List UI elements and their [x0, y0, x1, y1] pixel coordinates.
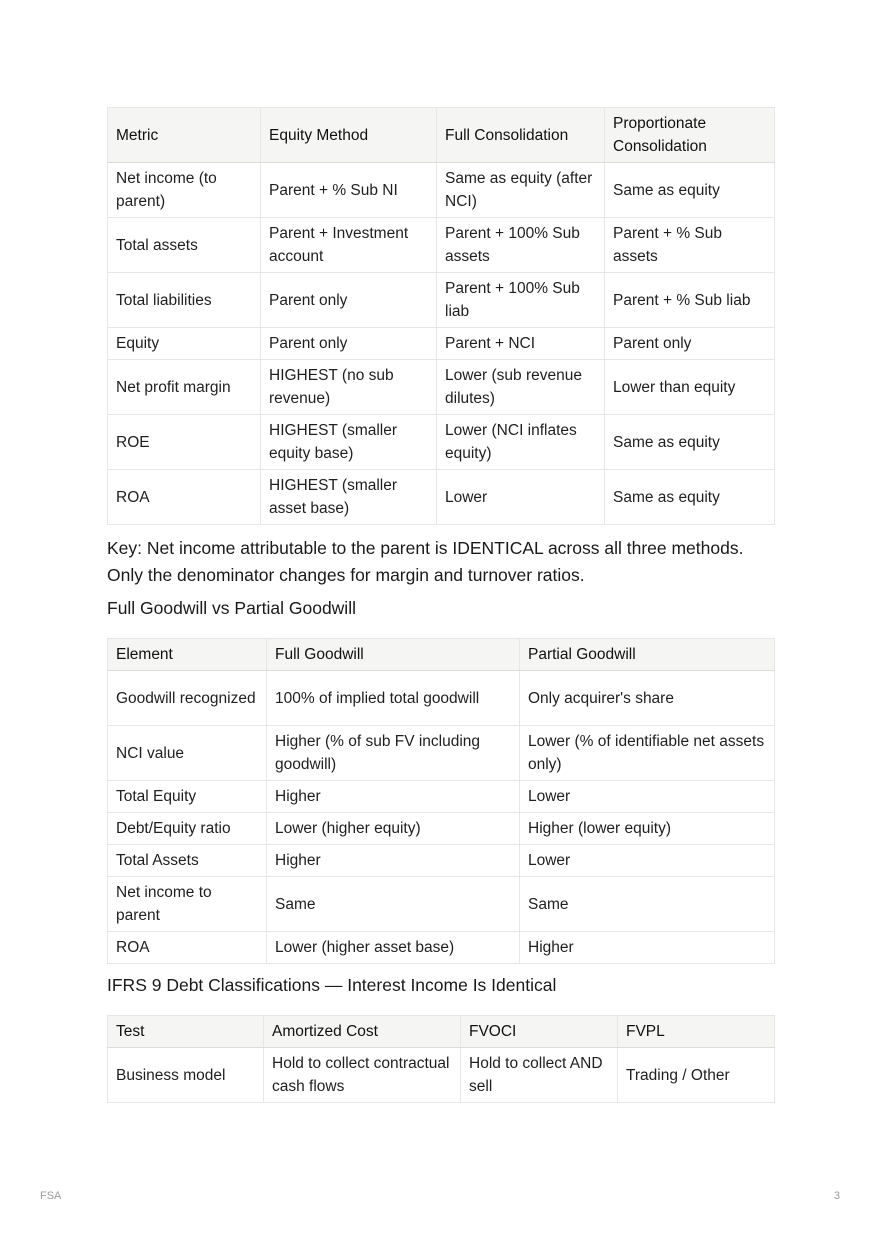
key-note: Key: Net income attributable to the parent is IDENTICAL across all three methods. Only the denominator changes for margin and turnover ratios.	[107, 538, 744, 585]
table-cell: Goodwill recognized	[108, 671, 267, 726]
table-cell: ROA	[108, 470, 261, 525]
table-header-cell: Equity Method	[261, 108, 437, 163]
ifrs9-classification-table	[107, 1015, 775, 1103]
table-cell: Lower (higher equity)	[267, 813, 520, 845]
table-row	[108, 781, 775, 813]
table-cell: Higher	[267, 781, 520, 813]
table-cell: HIGHEST (smaller equity base)	[261, 415, 437, 470]
table-cell: Only acquirer's share	[520, 671, 775, 726]
table-cell: Hold to collect AND sell	[461, 1048, 618, 1103]
table-cell: Same	[520, 877, 775, 932]
table-header-cell: FVPL	[618, 1016, 775, 1048]
table-row	[108, 470, 775, 525]
table-cell: Total Equity	[108, 781, 267, 813]
table-cell: ROE	[108, 415, 261, 470]
table-header-cell: Full Consolidation	[437, 108, 605, 163]
table-cell: Parent + % Sub NI	[261, 163, 437, 218]
table-cell: Parent + 100% Sub liab	[437, 273, 605, 328]
page-number: 3	[833, 1190, 840, 1202]
table-header-cell: FVOCI	[461, 1016, 618, 1048]
table-cell: Net profit margin	[108, 360, 261, 415]
table-row	[108, 726, 775, 781]
table-cell: Lower	[520, 845, 775, 877]
table-cell: Total assets	[108, 218, 261, 273]
table-cell: Trading / Other	[618, 1048, 775, 1103]
table-cell: Lower	[437, 470, 605, 525]
table-header-cell: Metric	[108, 108, 261, 163]
table-cell: ROA	[108, 932, 267, 964]
table-row	[108, 845, 775, 877]
consolidation-methods-table	[107, 107, 775, 525]
table-row	[108, 813, 775, 845]
table-cell: Higher (% of sub FV including goodwill)	[267, 726, 520, 781]
table-cell: Same as equity	[605, 415, 775, 470]
table-cell: Debt/Equity ratio	[108, 813, 267, 845]
table-cell: Hold to collect contractual cash flows	[264, 1048, 461, 1103]
table-header-cell: Proportionate Consolidation	[605, 108, 775, 163]
table-cell: Same	[267, 877, 520, 932]
table-cell: Net income to parent	[108, 877, 267, 932]
table-row	[108, 328, 775, 360]
table-cell: Same as equity	[605, 470, 775, 525]
section-title-ifrs9: IFRS 9 Debt Classifications — Interest Income Is Identical	[107, 975, 557, 995]
table-row	[108, 671, 775, 726]
table-cell: Same as equity (after NCI)	[437, 163, 605, 218]
section-title-goodwill: Full Goodwill vs Partial Goodwill	[107, 598, 356, 618]
page-content	[107, 107, 774, 1103]
table-row	[108, 273, 775, 328]
table-cell: Higher (lower equity)	[520, 813, 775, 845]
table-cell: Lower	[520, 781, 775, 813]
table-cell: HIGHEST (smaller asset base)	[261, 470, 437, 525]
table-row	[108, 877, 775, 932]
table-cell: Total Assets	[108, 845, 267, 877]
table-cell: Parent + 100% Sub assets	[437, 218, 605, 273]
table-header-cell: Amortized Cost	[264, 1016, 461, 1048]
table-cell: Equity	[108, 328, 261, 360]
table-cell: Parent + NCI	[437, 328, 605, 360]
table-cell: Parent + Investment account	[261, 218, 437, 273]
table-cell: Parent + % Sub assets	[605, 218, 775, 273]
table-header-cell: Full Goodwill	[267, 639, 520, 671]
table-cell: Lower (sub revenue dilutes)	[437, 360, 605, 415]
table-cell: Lower (higher asset base)	[267, 932, 520, 964]
table-cell: Higher	[267, 845, 520, 877]
table-cell: Net income (to parent)	[108, 163, 261, 218]
table-cell: Lower (% of identifiable net assets only)	[520, 726, 775, 781]
table-row	[108, 163, 775, 218]
table-row	[108, 932, 775, 964]
table-cell: Lower (NCI inflates equity)	[437, 415, 605, 470]
table-header-cell: Element	[108, 639, 267, 671]
table-header-cell: Test	[108, 1016, 264, 1048]
goodwill-comparison-table	[107, 638, 775, 964]
footer-label: FSA	[40, 1190, 62, 1202]
table-cell: Parent + % Sub liab	[605, 273, 775, 328]
table-header-cell: Partial Goodwill	[520, 639, 775, 671]
table-row	[108, 1048, 775, 1103]
table-cell: Total liabilities	[108, 273, 261, 328]
table-cell: 100% of implied total goodwill	[267, 671, 520, 726]
table-cell: Parent only	[261, 328, 437, 360]
table-cell: Parent only	[261, 273, 437, 328]
table-row	[108, 360, 775, 415]
table-cell: Same as equity	[605, 163, 775, 218]
table-cell: Business model	[108, 1048, 264, 1103]
table-cell: Parent only	[605, 328, 775, 360]
table-cell: Higher	[520, 932, 775, 964]
table-row	[108, 415, 775, 470]
table-cell: Lower than equity	[605, 360, 775, 415]
table-cell: NCI value	[108, 726, 267, 781]
table-row	[108, 218, 775, 273]
table-cell: HIGHEST (no sub revenue)	[261, 360, 437, 415]
